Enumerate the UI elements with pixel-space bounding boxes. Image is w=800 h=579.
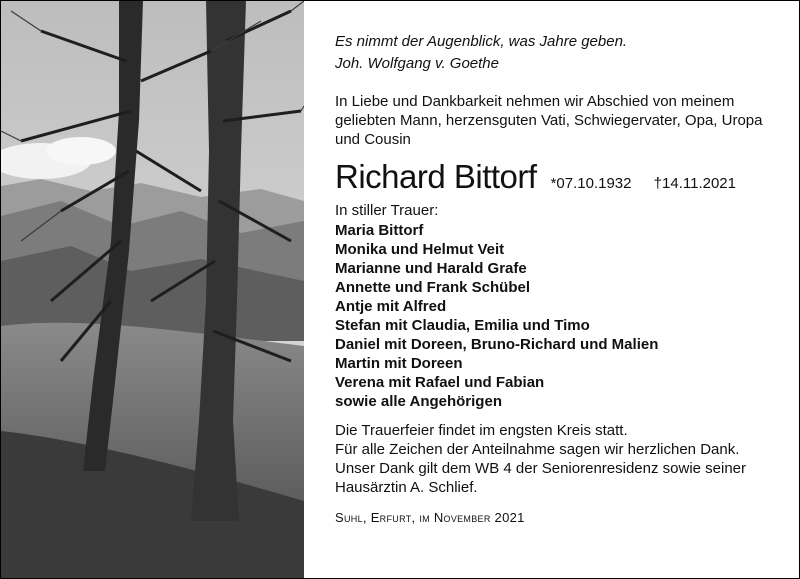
quote (335, 31, 775, 75)
forest-mountain-photo (1, 1, 304, 578)
mourner: Monika und Helmut Veit (335, 241, 505, 258)
mourner: Daniel mit Doreen, Bruno-Richard und Malien (335, 336, 659, 353)
mourner: Maria Bittorf (335, 222, 424, 239)
intro-text: In Liebe und Dankbarkeit nehmen wir Abschied von meinem geliebten Mann, herzensguten Vati, Schwiegervater, Opa, Uropa und Cousin (335, 93, 763, 148)
notice-text (335, 31, 775, 525)
mourner: Stefan mit Claudia, Emilia und Timo (335, 317, 590, 334)
mourner: sowie alle Angehörigen (335, 393, 502, 410)
mourning-label: In stiller Trauer: (335, 202, 439, 219)
death-date: †14.11.2021 (653, 175, 736, 192)
closing-text (335, 421, 775, 497)
thanks-note: Für alle Zeichen der Anteilnahme sagen wir herzlichen Dank. (335, 441, 740, 458)
mourner: Annette und Frank Schübel (335, 279, 531, 296)
quote-author: Joh. Wolfgang v. Goethe (335, 55, 499, 72)
deceased-header (335, 159, 775, 195)
deceased-name: Richard Bittorf (335, 158, 537, 195)
birth-date: *07.10.1932 (550, 175, 632, 192)
care-thanks-note: Unser Dank gilt dem WB 4 der Seniorenresidenz sowie seiner Hausärztin A. Schlief. (335, 460, 747, 496)
mourners-list (335, 221, 775, 411)
place-date: Suhl, Erfurt, im November 2021 (335, 510, 525, 525)
mourner: Martin mit Doreen (335, 355, 463, 372)
mourner: Marianne und Harald Grafe (335, 260, 527, 277)
life-dates (551, 175, 736, 192)
mourner: Verena mit Rafael und Fabian (335, 374, 545, 391)
funeral-note: Die Trauerfeier findet im engsten Kreis statt. (335, 422, 628, 439)
quote-text: Es nimmt der Augenblick, was Jahre geben. (335, 33, 628, 50)
mourner: Antje mit Alfred (335, 298, 447, 315)
